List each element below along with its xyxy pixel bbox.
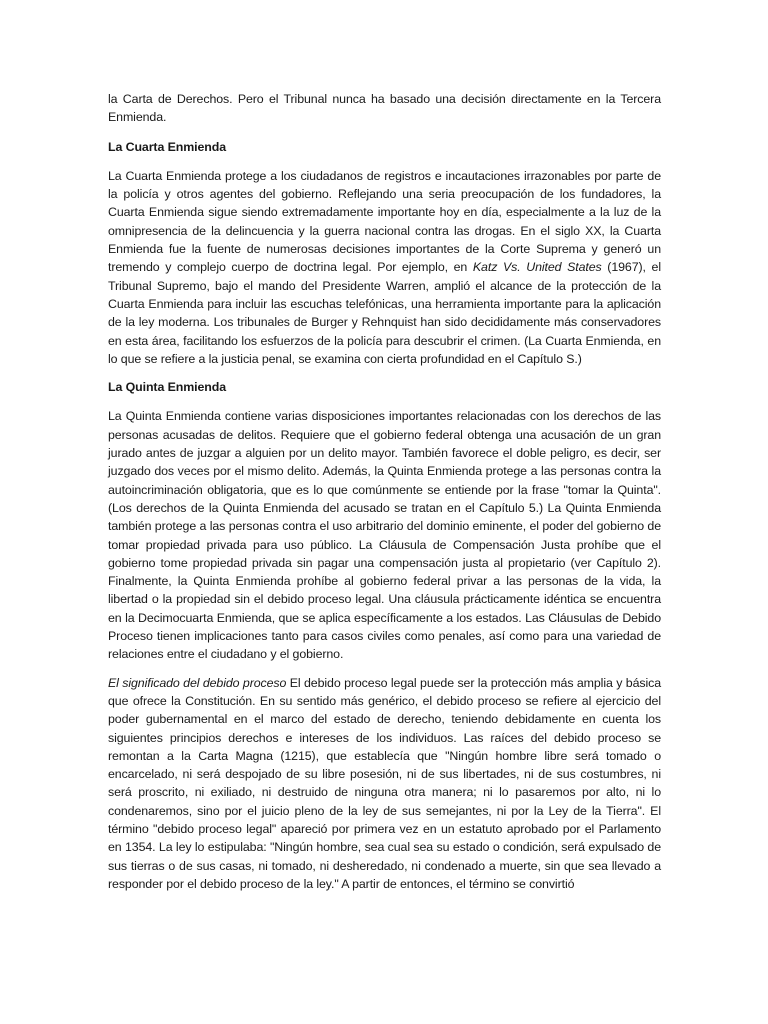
heading-cuarta-enmienda: La Cuarta Enmienda — [108, 139, 227, 154]
paragraph-continuation: la Carta de Derechos. Pero el Tribunal nunca ha basado una decisión directamente en la Tercera Enmienda. — [108, 92, 661, 125]
heading-quinta-enmienda: La Quinta Enmienda — [108, 380, 226, 395]
document-body — [108, 90, 661, 903]
paragraph-text: El debido proceso legal puede ser la protección más amplia y básica que ofrece la Constitución. En su sentido más genérico, el debido proceso se refiere al ejercicio del poder gubernamental en el marco del estado de derecho, teniendo debidamente en cuenta los siguientes principios derechos e intereses de los individuos. Las raíces del debido proceso se remontan a la Carta Magna (1215), que establecía que "Ningún hombre libre será tomado o encarcelado, ni será despojado de su libre posesión, ni de sus libertades, ni de sus costumbres, ni será proscrito, ni exiliado, ni destruido de ninguna otra manera; ni lo pasaremos por alto, ni lo condenaremos, sino por el juicio pleno de la ley de sus semejantes, ni por la Ley de la Tierra". El término "debido proceso legal" apareció por primera vez en un estatuto aprobado por el Parlamento en 1354. La ley lo estipulaba: "Ningún hombre, sea cual sea su estado o condición, será expulsado de sus tierras o de sus casas, ni tomado, ni desheredado, ni condenado a muerte, sin que sea llevado a responder por el debido proceso de la ley." A partir de entonces, el término se convirtió — [108, 675, 661, 891]
paragraph-text: La Cuarta Enmienda protege a los ciudadanos de registros e incautaciones irrazonables por parte de la policía y otros agentes del gobierno. Reflejando una seria preocupación de los fundadores, la Cuarta Enmienda sigue siendo extremadamente importante hoy en día, especialmente a la luz de la omnipresencia de la delincuencia y la guerra nacional contra las drogas. En el siglo XX, la Cuarta Enmienda fue la fuente de numerosas decisiones importantes de la Corte Suprema y generó un tremendo y complejo cuerpo de doctrina legal. Por ejemplo, en — [108, 168, 661, 275]
paragraph-text: (1967), el Tribunal Supremo, bajo el mando del Presidente Warren, amplió el alcance de la protección de la Cuarta Enmienda para incluir las escuchas telefónicas, una herramienta importante para la aplicación de la ley moderna. Los tribunales de Burger y Rehnquist han sido decididamente más conservadores en esta área, facilitando los esfuerzos de la policía para descubrir el crimen. (La Cuarta Enmienda, en lo que se refiere a la justicia penal, se examina con cierta profundidad en el Capítulo S.) — [108, 260, 661, 366]
inline-subheading: El significado del debido proceso — [108, 675, 287, 690]
case-citation: Katz Vs. United States — [472, 260, 602, 275]
paragraph-debido-proceso — [108, 674, 661, 894]
paragraph-cuarta-enmienda — [108, 167, 661, 368]
paragraph-quinta-enmienda: La Quinta Enmienda contiene varias disposiciones importantes relacionadas con los derechos de las personas acusadas de delitos. Requiere que el gobierno federal obtenga una acusación de un gran jurado antes de juzgar a alguien por un delito mayor. También favorece el doble peligro, es decir, ser juzgado dos veces por el mismo delito. Además, la Quinta Enmienda protege a las personas contra la autoincriminación obligatoria, que es lo que comúnmente se entiende por la frase "tomar la Quinta". (Los derechos de la Quinta Enmienda del acusado se tratan en el Capítulo 5.) La Quinta Enmienda también protege a las personas contra el uso arbitrario del dominio eminente, el poder del gobierno de tomar propiedad privada para uso público. La Cláusula de Compensación Justa prohíbe que el gobierno tome propiedad privada sin pagar una compensación justa al propietario (ver Capítulo 2). Finalmente, la Quinta Enmienda prohíbe al gobierno federal privar a las personas de la vida, la libertad o la propiedad sin el debido proceso legal. Una cláusula prácticamente idéntica se encuentra en la Decimocuarta Enmienda, que se aplica específicamente a los estados. Las Cláusulas de Debido Proceso tienen implicaciones tanto para casos civiles como penales, así como para una variedad de relaciones entre el ciudadano y el gobierno. — [108, 409, 661, 662]
